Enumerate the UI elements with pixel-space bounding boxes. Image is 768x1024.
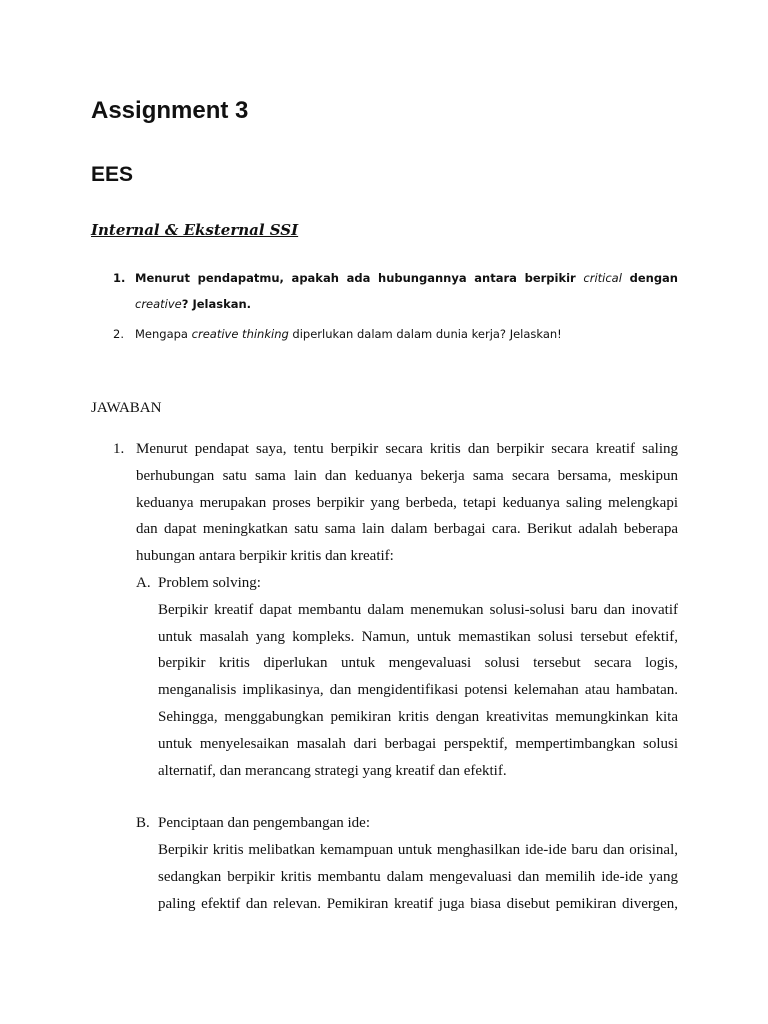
answer-subpoint — [136, 810, 678, 917]
question-text: ? Jelaskan. — [181, 297, 252, 311]
subpoint-letter: A. — [136, 574, 151, 591]
document-title: Assignment 3 — [91, 97, 249, 124]
subpoint-title: Problem solving: — [158, 574, 261, 591]
subpoint-body: Berpikir kreatif dapat membantu dalam menemukan solusi-solusi baru dan inovatif untuk masalah yang kompleks. Namun, untuk memastikan solusi tersebut efektif, berpikir kritis diperlukan untuk mengevaluasi solusi tersebut secara logis, menganalisis implikasinya, dan mengidentifikasi potensi kelemahan atau hambatan. Sehingga, menggabungkan pemikiran kritis dengan kreativitas memungkinkan kita untuk menyelesaikan masalah dari berbagai perspektif, mempertimbangkan solusi alternatif, dan merancang strategi yang kreatif dan efektif. — [158, 601, 678, 779]
subpoint-body: Berpikir kritis melibatkan kemampuan untuk menghasilkan ide-ide baru dan orisinal, sedangkan berpikir kritis membantu dalam mengevaluasi dan memilih ide-ide yang paling efektif dan relevan. Pemikiran kreatif juga biasa disebut pemikiran divergen, — [158, 842, 678, 912]
question-text: Menurut pendapatmu, apakah ada hubungannya antara berpikir — [135, 271, 584, 285]
section-heading: Internal & Eksternal SSI — [91, 221, 299, 239]
answer-intro: Menurut pendapat saya, tentu berpikir secara kritis dan berpikir secara kreatif saling berhubungan satu sama lain dan keduanya bekerja sama secara bersama, meskipun keduanya merupakan proses berpikir yang berbeda, tetapi keduanya saling melengkapi dan dapat meningkatkan satu sama lain dalam berbagai cara. Berikut adalah beberapa hubungan antara berpikir kritis dan kreatif: — [136, 441, 678, 565]
question-text: dengan — [621, 271, 678, 285]
answer-number: 1. — [113, 441, 125, 457]
question-emphasis: creative — [135, 297, 182, 311]
question-item — [113, 265, 678, 317]
answer-item — [113, 436, 678, 918]
question-item — [113, 321, 678, 347]
question-emphasis: critical — [583, 271, 622, 285]
answer-subpoint — [136, 570, 678, 784]
document-subtitle: EES — [91, 163, 134, 186]
question-list — [113, 265, 678, 347]
question-number: 1. — [113, 271, 126, 285]
question-number: 2. — [113, 327, 124, 341]
answers-label: JAWABAN — [91, 400, 162, 416]
question-text: diperlukan dalam dalam dunia kerja? Jelaskan! — [288, 327, 562, 341]
subpoint-title: Penciptaan dan pengembangan ide: — [158, 815, 371, 832]
subpoint-letter: B. — [136, 815, 150, 832]
question-text: Mengapa — [135, 327, 192, 341]
question-emphasis: creative thinking — [191, 327, 289, 341]
